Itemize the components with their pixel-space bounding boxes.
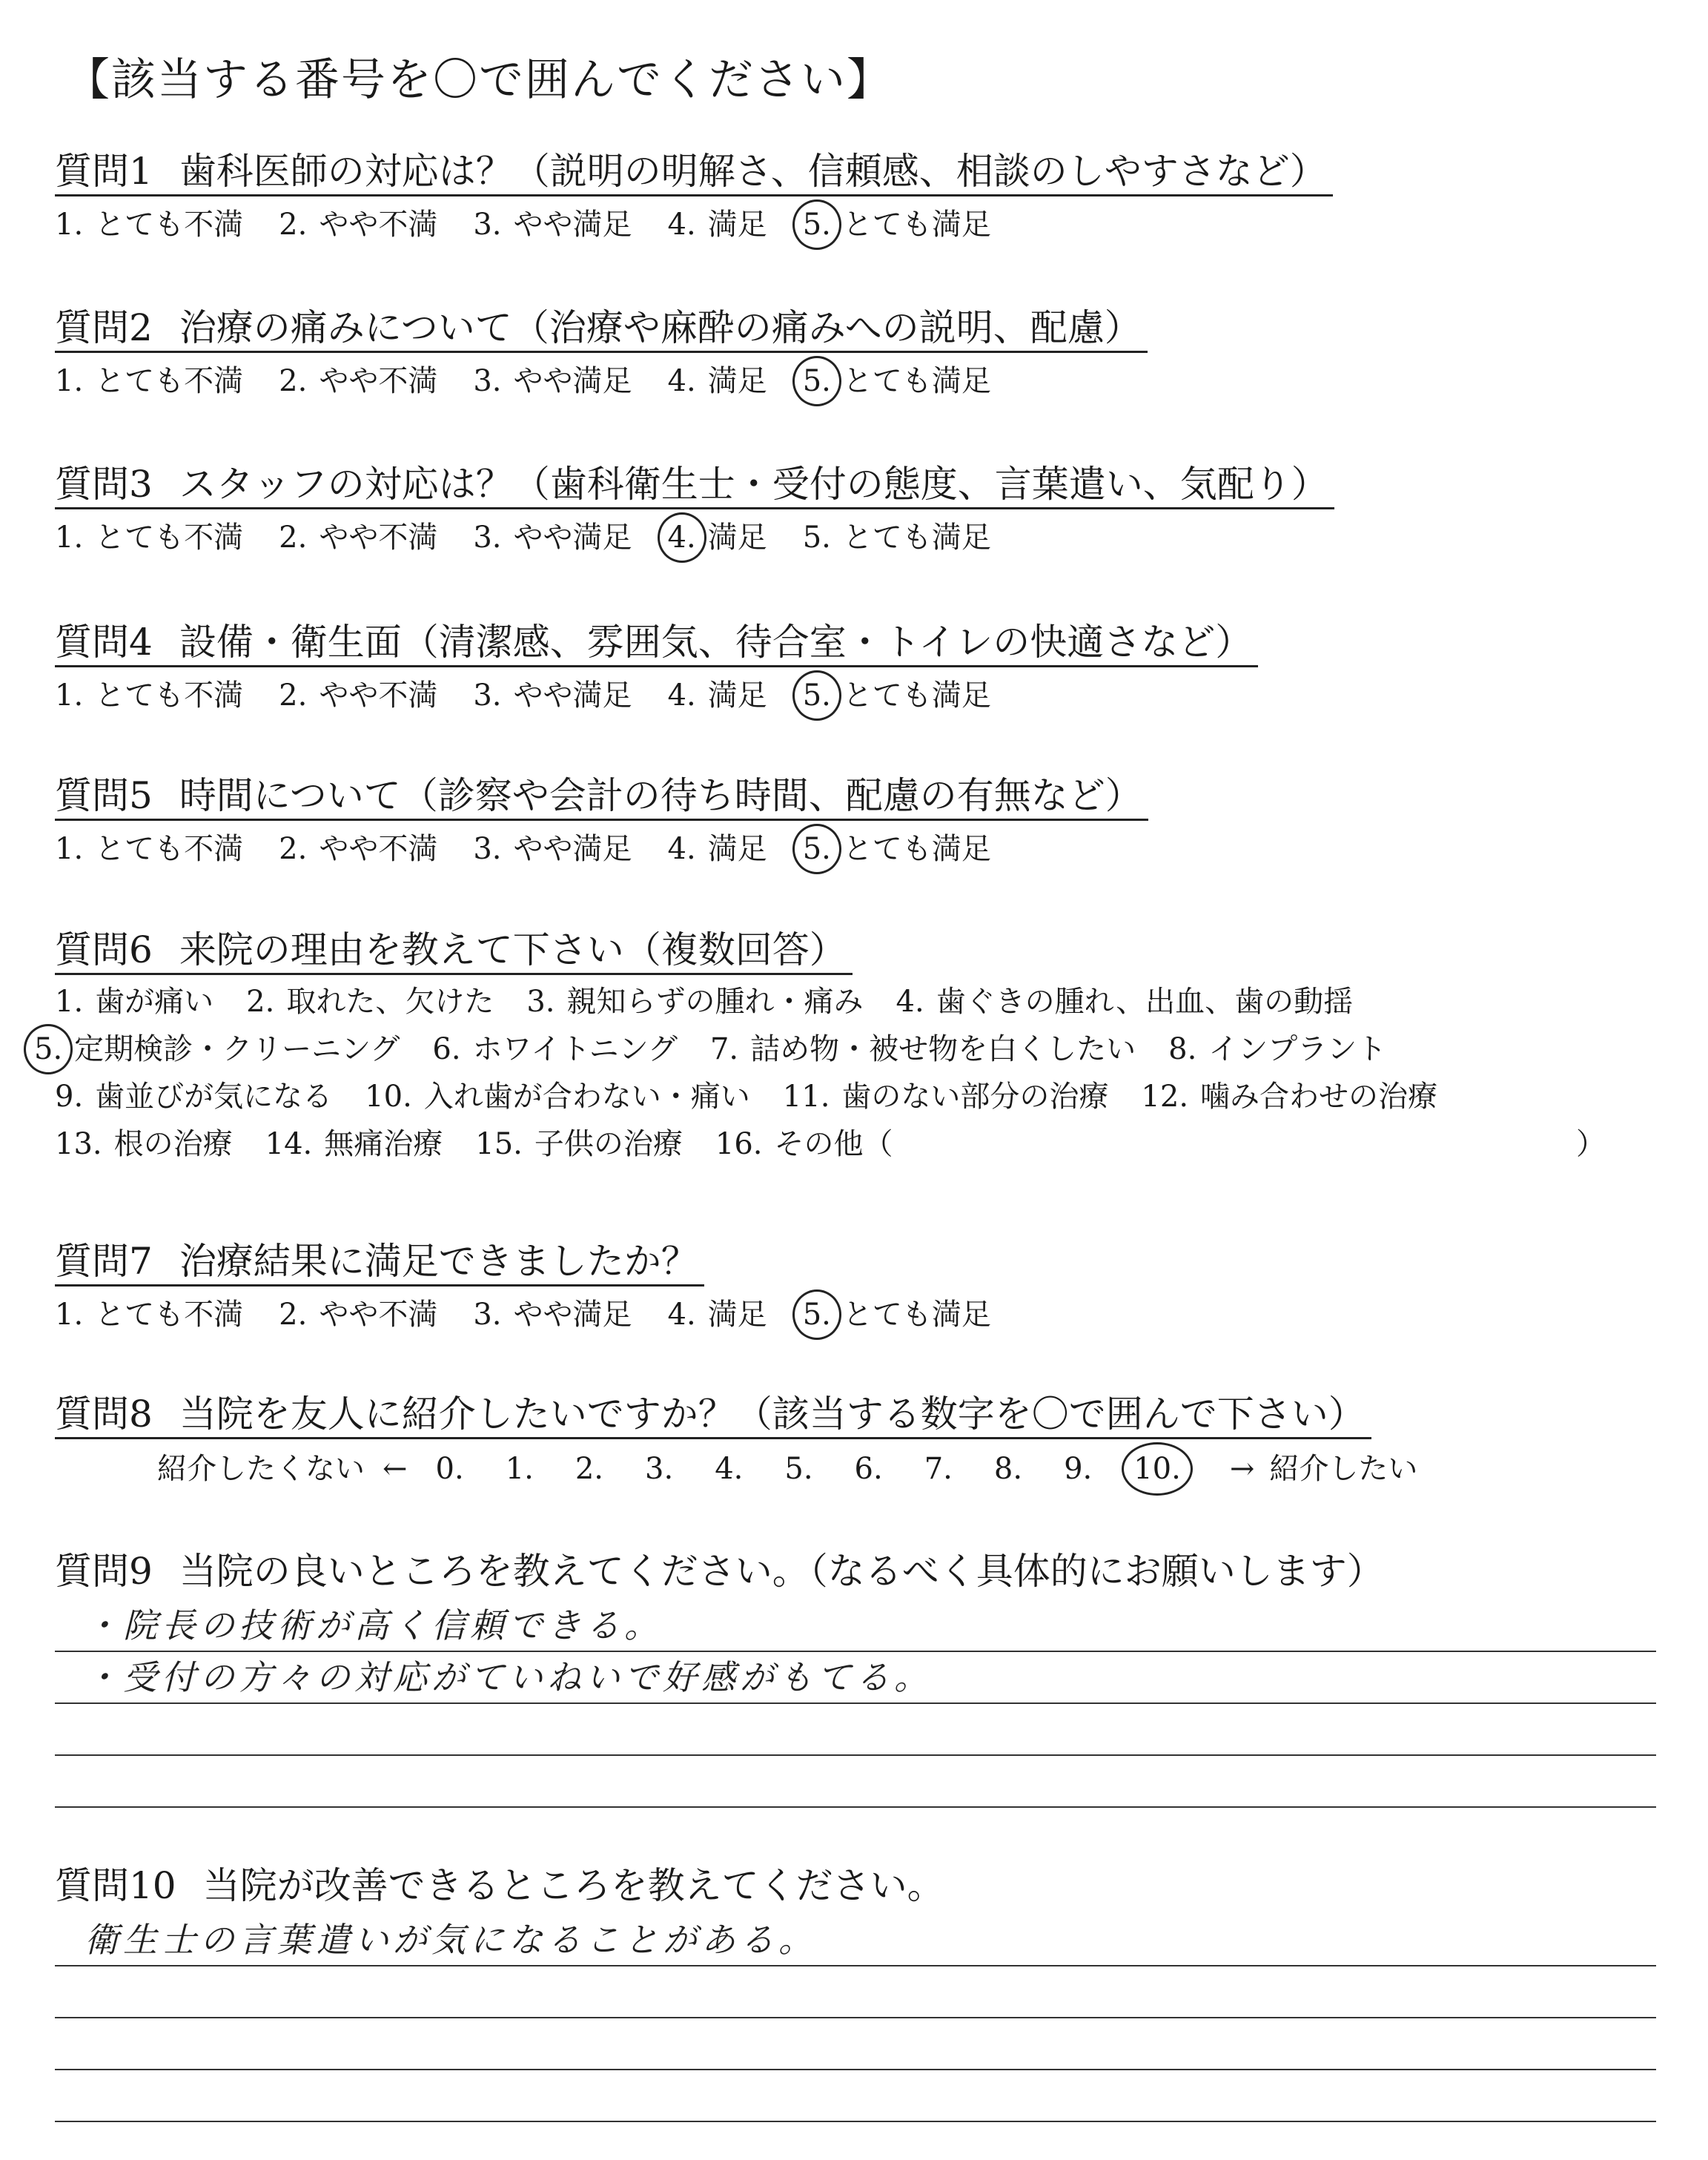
reason-option[interactable] <box>265 1123 443 1165</box>
option-label: とても不満 <box>95 521 244 555</box>
question-text: 当院を友人に紹介したいですか？（該当する数字を〇で囲んで下さい） <box>179 1393 1366 1436</box>
question-text: 時間について（診察や会計の待ち時間、配慮の有無など） <box>179 774 1142 817</box>
question-number: 質問5 <box>55 774 153 817</box>
option-5[interactable] <box>803 828 991 870</box>
option-number: 2. <box>246 985 275 1019</box>
answer-lines <box>55 1600 1656 1808</box>
option-number: 8. <box>1168 1032 1197 1066</box>
handwritten-answer: ・受付の方々の対応がていねいで好感がもてる。 <box>85 1657 933 1697</box>
option-label: 詰め物・被せ物を白くしたい <box>750 1032 1136 1066</box>
question-9 <box>55 1548 1656 1808</box>
question-text: スタッフの対応は？（歯科衛生士・受付の態度、言葉遣い、気配り） <box>179 463 1328 506</box>
reason-option[interactable] <box>896 981 1354 1023</box>
option-label: とても満足 <box>842 208 991 242</box>
question-heading <box>55 773 1148 821</box>
option-1[interactable] <box>55 675 243 716</box>
question-heading <box>55 305 1148 353</box>
option-4[interactable] <box>668 828 767 870</box>
option-number: 3. <box>526 985 555 1019</box>
scale-left-label: 紹介したくない <box>157 1452 365 1486</box>
question-number: 質問1 <box>55 150 153 193</box>
question-heading <box>55 1391 1371 1439</box>
option-label: 親知らずの腫れ・痛み <box>566 985 864 1019</box>
page-title: 【該当する番号を〇で囲んでください】 <box>65 54 893 106</box>
option-1[interactable] <box>55 828 243 870</box>
option-label: インプラント <box>1208 1032 1387 1066</box>
option-3[interactable] <box>473 360 632 402</box>
reason-row <box>34 1028 1656 1070</box>
option-number: 5. <box>34 1028 62 1070</box>
right-arrow-icon: → <box>1229 1452 1255 1486</box>
option-number: 4. <box>668 517 696 558</box>
option-label: 満足 <box>707 678 767 713</box>
question-heading <box>55 1548 1390 1594</box>
option-2[interactable] <box>279 204 437 245</box>
recommend-scale <box>55 1448 1656 1490</box>
option-number: 2. <box>279 678 308 713</box>
question-heading <box>55 148 1333 196</box>
option-label: とても不満 <box>95 678 244 713</box>
question-text: 設備・衛生面（清潔感、雰囲気、待合室・トイレの快適さなど） <box>179 621 1253 664</box>
option-number: 2. <box>279 832 308 866</box>
option-number: 4. <box>667 832 696 866</box>
option-number: 1. <box>55 1298 84 1332</box>
rating-options <box>55 675 1656 716</box>
option-label: とても不満 <box>95 832 244 866</box>
scale-number[interactable]: 8. <box>993 1452 1023 1486</box>
question-text: 来院の理由を教えて下さい（複数回答） <box>179 928 847 971</box>
question-3 <box>55 461 1656 558</box>
option-number: 4. <box>667 1298 696 1332</box>
option-label: 無痛治療 <box>324 1127 443 1161</box>
option-1[interactable] <box>55 204 243 245</box>
option-2[interactable] <box>279 675 437 716</box>
option-label: やや満足 <box>513 832 632 866</box>
option-4[interactable] <box>668 204 767 245</box>
answer-line[interactable] <box>55 1915 1656 1966</box>
option-label: 歯が痛い <box>95 985 214 1019</box>
option-label: やや満足 <box>513 521 632 555</box>
answer-line[interactable] <box>55 1704 1656 1756</box>
question-number: 質問9 <box>55 1550 153 1593</box>
rating-options <box>55 1294 1656 1335</box>
scale-number[interactable]: 7. <box>924 1452 953 1486</box>
option-2[interactable] <box>279 828 437 870</box>
reason-option[interactable] <box>715 1123 893 1165</box>
option-label: やや満足 <box>513 678 632 713</box>
reason-option[interactable] <box>55 981 214 1023</box>
option-5[interactable] <box>803 675 991 716</box>
option-label: とても満足 <box>842 521 991 555</box>
option-label: とても満足 <box>842 364 991 398</box>
option-2[interactable] <box>279 360 437 402</box>
option-number: 1. <box>55 521 84 555</box>
option-3[interactable] <box>473 675 632 716</box>
option-label: とても不満 <box>95 364 244 398</box>
option-label: やや不満 <box>319 1298 438 1332</box>
option-number: 14. <box>265 1127 313 1161</box>
option-1[interactable] <box>55 1294 243 1335</box>
question-7 <box>55 1238 1656 1335</box>
rating-options <box>55 828 1656 870</box>
scale-right-label: 紹介したい <box>1269 1452 1418 1486</box>
reason-options <box>34 981 1656 1165</box>
option-number: 9. <box>55 1080 84 1114</box>
option-label: やや満足 <box>513 364 632 398</box>
option-number: 6. <box>432 1032 461 1066</box>
option-number: 1. <box>55 678 84 713</box>
option-number: 3. <box>473 521 502 555</box>
question-number: 質問10 <box>55 1864 176 1907</box>
option-label: とても不満 <box>95 1298 244 1332</box>
reason-row <box>55 1123 1656 1165</box>
option-4[interactable] <box>668 360 767 402</box>
option-number: 3. <box>473 678 502 713</box>
reason-option[interactable] <box>55 1076 332 1117</box>
option-label: その他（ <box>774 1127 893 1161</box>
scale-number[interactable]: 10. <box>1133 1448 1181 1490</box>
question-10 <box>55 1863 1656 2122</box>
option-label: やや不満 <box>319 521 438 555</box>
option-3[interactable] <box>473 828 632 870</box>
option-label: やや不満 <box>319 208 438 242</box>
scale-number[interactable]: 5. <box>784 1452 813 1486</box>
option-number: 12. <box>1141 1080 1189 1114</box>
option-label: 歯のない部分の治療 <box>841 1080 1109 1114</box>
answer-line[interactable] <box>55 2070 1656 2122</box>
question-5 <box>55 773 1656 870</box>
reason-option[interactable] <box>34 1028 400 1070</box>
option-label: とても不満 <box>95 208 244 242</box>
option-label: とても満足 <box>842 678 991 713</box>
option-number: 3. <box>473 364 502 398</box>
option-number: 15. <box>475 1127 523 1161</box>
reason-option[interactable] <box>1168 1028 1386 1070</box>
option-label: とても満足 <box>842 1298 991 1332</box>
option-label: 歯ぐきの腫れ、出血、歯の動揺 <box>936 985 1354 1019</box>
option-number: 4. <box>896 985 924 1019</box>
scale-number[interactable]: 6. <box>854 1452 883 1486</box>
question-text: 治療結果に満足できましたか？ <box>179 1240 698 1283</box>
scale-number[interactable]: 4. <box>715 1452 744 1486</box>
option-label: 噛み合わせの治療 <box>1200 1080 1438 1114</box>
option-number: 2. <box>279 208 308 242</box>
option-1[interactable] <box>55 360 243 402</box>
option-number: 1. <box>55 832 84 866</box>
option-number: 3. <box>473 1298 502 1332</box>
reason-option[interactable] <box>432 1028 678 1070</box>
option-label: やや満足 <box>513 1298 632 1332</box>
reason-option[interactable] <box>526 981 863 1023</box>
option-number: 2. <box>279 521 308 555</box>
option-number: 5. <box>803 204 831 245</box>
option-5[interactable] <box>803 360 991 402</box>
option-number: 5. <box>803 828 831 870</box>
option-4[interactable] <box>668 675 767 716</box>
option-number: 7. <box>709 1032 739 1066</box>
option-label: 満足 <box>707 521 767 555</box>
option-number: 4. <box>667 364 696 398</box>
option-label: 子供の治療 <box>534 1127 683 1161</box>
answer-lines <box>55 1915 1656 2122</box>
option-2[interactable] <box>279 1294 437 1335</box>
option-number: 13. <box>55 1127 102 1161</box>
question-8 <box>55 1391 1656 1490</box>
other-close-paren: ） <box>1576 1127 1606 1161</box>
option-number: 4. <box>667 208 696 242</box>
option-label: ホワイトニング <box>472 1032 678 1066</box>
answer-line[interactable] <box>55 1756 1656 1808</box>
option-number: 10. <box>365 1080 412 1114</box>
option-number: 5. <box>802 521 831 555</box>
option-number: 16. <box>715 1127 763 1161</box>
option-number: 1. <box>55 364 84 398</box>
question-heading <box>55 927 853 975</box>
option-number: 4. <box>667 678 696 713</box>
question-heading <box>55 1863 950 1909</box>
option-number: 5. <box>803 1294 831 1335</box>
option-label: 入れ歯が合わない・痛い <box>423 1080 750 1114</box>
question-1 <box>55 148 1656 245</box>
option-label: 満足 <box>707 1298 767 1332</box>
option-number: 3. <box>473 208 502 242</box>
question-6 <box>34 927 1656 1165</box>
option-number: 5. <box>803 675 831 716</box>
answer-line[interactable] <box>55 1966 1656 2018</box>
option-3[interactable] <box>473 1294 632 1335</box>
option-number: 1. <box>55 985 84 1019</box>
option-5[interactable] <box>803 204 991 245</box>
option-4[interactable] <box>668 1294 767 1335</box>
option-number: 2. <box>279 1298 308 1332</box>
reason-row <box>55 1076 1656 1117</box>
question-text: 歯科医師の対応は？（説明の明解さ、信頼感、相談のしやすさなど） <box>179 150 1327 193</box>
option-label: やや満足 <box>513 208 632 242</box>
option-3[interactable] <box>473 517 632 558</box>
scale-number[interactable]: 9. <box>1064 1452 1093 1486</box>
question-number: 質問6 <box>55 928 153 971</box>
reason-option[interactable] <box>710 1028 1136 1070</box>
rating-options <box>55 517 1656 558</box>
rating-options <box>55 360 1656 402</box>
reason-option[interactable] <box>365 1076 750 1117</box>
option-label: 取れた、欠けた <box>286 985 494 1019</box>
scale-number[interactable]: 3. <box>645 1452 674 1486</box>
reason-option[interactable] <box>475 1123 683 1165</box>
option-number: 3. <box>473 832 502 866</box>
rating-options <box>55 204 1656 245</box>
handwritten-answer: ・院長の技術が高く信頼できる。 <box>85 1605 663 1645</box>
option-number: 1. <box>55 208 84 242</box>
option-number: 11. <box>782 1080 830 1114</box>
answer-line[interactable] <box>55 1600 1656 1652</box>
option-number: 5. <box>803 360 831 402</box>
option-4[interactable] <box>668 517 767 558</box>
option-label: 満足 <box>707 832 767 866</box>
question-4 <box>55 619 1656 716</box>
question-text: 当院の良いところを教えてください。（なるべく具体的にお願いします） <box>179 1550 1384 1593</box>
left-arrow-icon: ← <box>383 1452 408 1486</box>
reason-option[interactable] <box>1141 1076 1437 1117</box>
option-5[interactable] <box>803 1294 991 1335</box>
option-number: 2. <box>279 364 308 398</box>
reason-row <box>55 981 1656 1023</box>
option-label: 定期検診・クリーニング <box>74 1032 400 1066</box>
reason-option[interactable] <box>783 1076 1109 1117</box>
option-label: 根の治療 <box>113 1127 233 1161</box>
question-number: 質問4 <box>55 621 153 664</box>
answer-line[interactable] <box>55 2018 1656 2070</box>
question-number: 質問7 <box>55 1240 153 1283</box>
question-heading <box>55 1238 704 1287</box>
option-label: とても満足 <box>842 832 991 866</box>
question-heading <box>55 619 1258 667</box>
option-label: 満足 <box>707 364 767 398</box>
handwritten-answer: 衛生士の言葉遣いが気になることがある。 <box>85 1920 817 1960</box>
reason-option[interactable] <box>246 981 494 1023</box>
option-2[interactable] <box>279 517 437 558</box>
question-number: 質問8 <box>55 1393 153 1436</box>
scale-number[interactable]: 1. <box>505 1452 534 1486</box>
option-label: やや不満 <box>319 678 438 713</box>
question-number: 質問2 <box>55 306 153 349</box>
scale-number[interactable]: 2. <box>575 1452 604 1486</box>
option-3[interactable] <box>473 204 632 245</box>
option-label: やや不満 <box>319 364 438 398</box>
option-label: 満足 <box>707 208 767 242</box>
scale-numbers <box>436 1448 1222 1490</box>
question-text: 治療の痛みについて（治療や麻酔の痛みへの説明、配慮） <box>179 306 1142 349</box>
option-1[interactable] <box>55 517 243 558</box>
scale-number[interactable]: 0. <box>435 1452 464 1486</box>
option-label: 歯並びが気になる <box>95 1080 333 1114</box>
option-5[interactable] <box>803 517 991 558</box>
question-number: 質問3 <box>55 463 153 506</box>
option-label: やや不満 <box>319 832 438 866</box>
reason-option[interactable] <box>55 1123 233 1165</box>
question-2 <box>55 305 1656 402</box>
question-text: 当院が改善できるところを教えてください。 <box>202 1864 944 1907</box>
answer-line[interactable] <box>55 1652 1656 1704</box>
question-heading <box>55 461 1334 509</box>
